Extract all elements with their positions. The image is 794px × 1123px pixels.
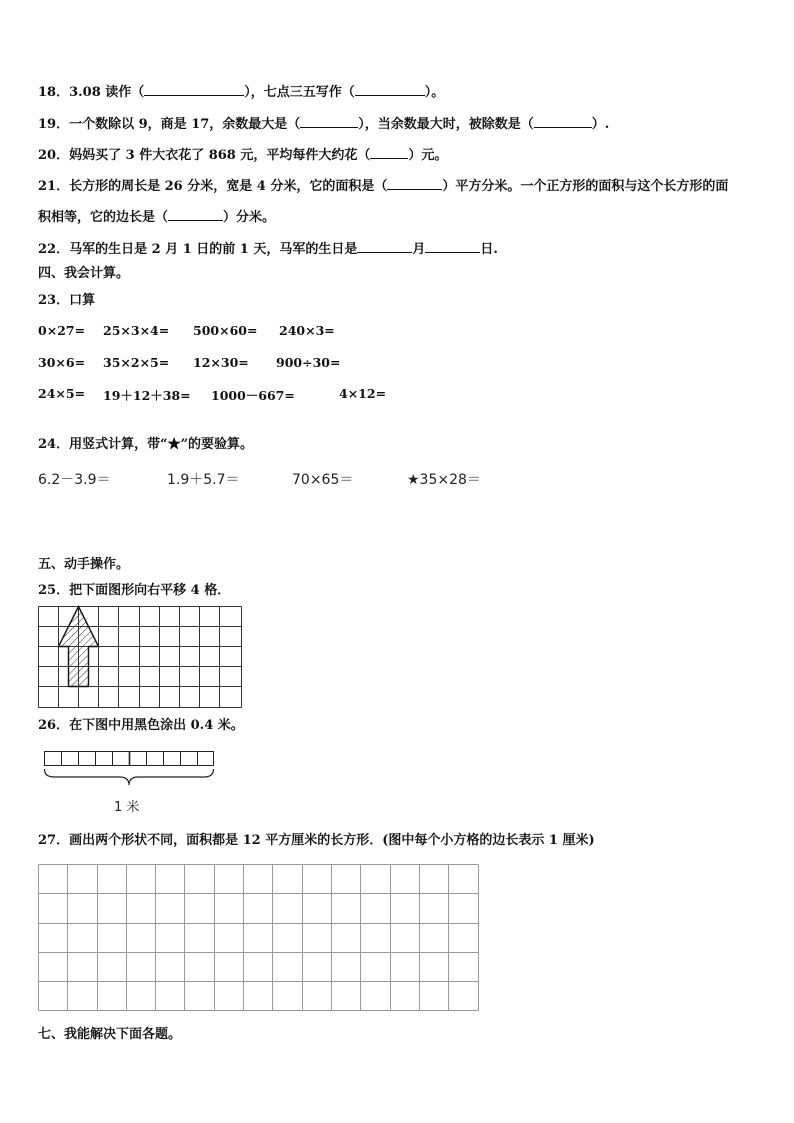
q18-text-c: ）。 — [424, 85, 445, 100]
section-4-heading: 四、我会计算。 — [38, 266, 130, 281]
q23-item: 0×27= — [38, 323, 86, 338]
q23-title: 23．口算 — [38, 293, 96, 308]
q23-item: 35×2×5= — [103, 355, 170, 370]
q19-blank-1[interactable] — [300, 115, 358, 128]
q22-blank-month[interactable] — [357, 240, 412, 253]
q23-item: 1000－667= — [211, 388, 295, 403]
q26-strip[interactable] — [44, 751, 216, 797]
question-22 — [38, 240, 498, 258]
q22-text-c: 日. — [480, 242, 498, 257]
q21-text-a: 21．长方形的周长是 26 分米，宽是 4 分米，它的面积是（ — [38, 179, 388, 194]
q22-blank-day[interactable] — [425, 240, 480, 253]
q26-label: 1 米 — [114, 800, 140, 815]
q26-title: 26．在下图中用黑色涂出 0.4 米。 — [38, 718, 244, 733]
q25-title: 25．把下面图形向右平移 4 格． — [38, 583, 231, 598]
q18-text-a: 18．3.08 读作（ — [38, 85, 145, 100]
q23-item: 12×30= — [193, 355, 249, 370]
section-5-heading: 五、动手操作。 — [38, 557, 130, 572]
question-19 — [38, 115, 609, 133]
question-20 — [38, 146, 447, 164]
q24-title: 24．用竖式计算，带“★”的要验算。 — [38, 437, 254, 452]
q18-blank-1[interactable] — [144, 83, 244, 96]
q27-title: 27．画出两个形状不同，面积都是 12 平方厘米的长方形．(图中每个小方格的边长表示 1 厘米) — [38, 833, 595, 848]
q24-item: 6.2－3.9＝ — [38, 472, 111, 488]
q19-text-c: ）. — [591, 117, 610, 132]
section-7-heading: 七、我能解决下面各题。 — [38, 1027, 182, 1042]
q23-item: 240×3= — [279, 323, 335, 338]
q27-grid[interactable] — [38, 864, 480, 1012]
brace-icon — [45, 769, 214, 785]
question-18 — [38, 83, 444, 101]
q24-item: ★35×28＝ — [407, 472, 481, 488]
q23-item: 19＋12＋38= — [103, 388, 191, 403]
q24-item: 1.9＋5.7＝ — [167, 472, 240, 488]
q23-item: 500×60= — [193, 323, 258, 338]
q22-text-b: 月 — [412, 242, 426, 257]
q20-text-a: 20．妈妈买了 3 件大衣花了 868 元，平均每件大约花（ — [38, 148, 371, 163]
q19-text-a: 19．一个数除以 9，商是 17，余数最大是（ — [38, 117, 301, 132]
q23-item: 25×3×4= — [103, 323, 170, 338]
q21-text-b: ）平方分米。一个正方形的面积与这个长方形的面 — [442, 179, 729, 194]
q20-blank-1[interactable] — [370, 146, 408, 159]
q19-blank-2[interactable] — [534, 115, 592, 128]
question-21-line-2 — [38, 208, 275, 226]
q20-text-b: ）元。 — [408, 148, 448, 163]
q24-item: 70×65＝ — [292, 472, 354, 488]
q21-text-c: 积相等，它的边长是（ — [38, 210, 169, 225]
q21-blank-1[interactable] — [387, 177, 442, 190]
question-21-line-1 — [38, 177, 728, 195]
q23-item: 30×6= — [38, 355, 86, 370]
q19-text-b: ），当余数最大时，被除数是（ — [358, 117, 534, 132]
q21-blank-2[interactable] — [168, 208, 223, 221]
q25-grid[interactable] — [38, 606, 242, 708]
q23-item: 24×5= — [38, 386, 86, 401]
q23-item: 900÷30= — [276, 355, 341, 370]
arrow-shape — [59, 607, 99, 687]
q22-text-a: 22．马军的生日是 2 月 1 日的前 1 天，马军的生日是 — [38, 242, 358, 257]
q23-item: 4×12= — [339, 386, 387, 401]
q18-text-b: ），七点三五写作（ — [244, 85, 355, 100]
q21-text-d: ）分米。 — [223, 210, 276, 225]
q18-blank-2[interactable] — [355, 83, 425, 96]
